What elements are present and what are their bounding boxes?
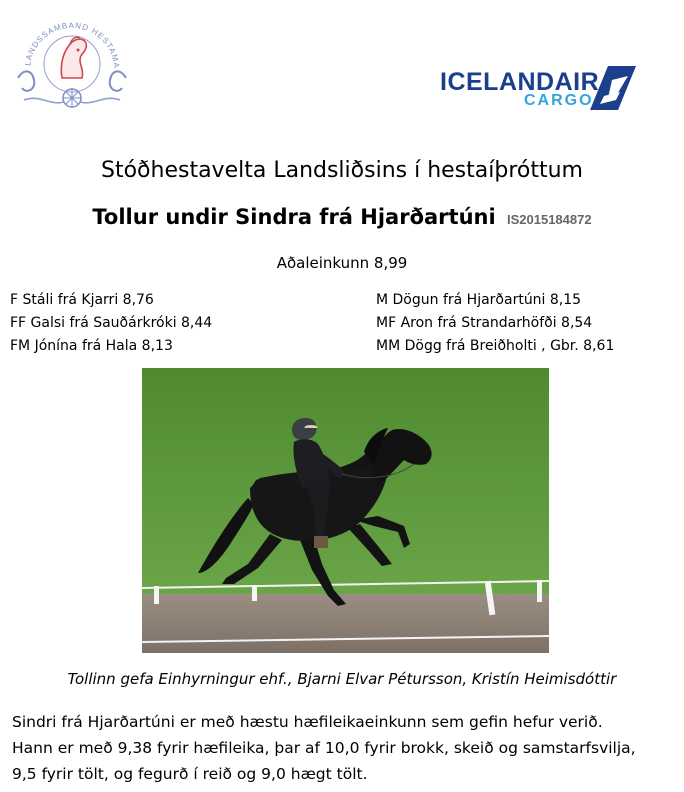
pedigree-item: M Dögun frá Hjarðartúni 8,15 bbox=[376, 292, 582, 308]
icelandair-cargo-logo bbox=[438, 66, 636, 110]
horse-name: Tollur undir Sindra frá Hjarðartúni bbox=[92, 205, 496, 229]
icelandair-wordmark: ICELANDAIR bbox=[440, 68, 600, 96]
description-line: Sindri frá Hjarðartúni er með hæstu hæfileikaeinkunn sem gefin hefur verið. bbox=[12, 713, 603, 731]
pedigree-item: FM Jónína frá Hala 8,13 bbox=[10, 338, 173, 354]
description-line: Hann er með 9,38 fyrir hæfileika, þar af 10,0 fyrir brokk, skeið og samstarfsvilja, bbox=[12, 739, 636, 757]
svg-text:LANDSSAMBAND HESTAMANNAFÉLAGA: LANDSSAMBAND HESTAMA bbox=[23, 20, 122, 70]
owners-caption: Tollinn gefa Einhyrningur ehf., Bjarni Elvar Pétursson, Kristín Heimisdóttir bbox=[67, 670, 617, 688]
dam-pedigree bbox=[376, 289, 614, 358]
description-line: 9,5 fyrir tölt, og fegurð í reið og 9,0 hægt tölt. bbox=[12, 765, 368, 783]
horse-heading bbox=[0, 205, 684, 229]
page-title: Stóðhestavelta Landsliðsins í hestaíþróttum bbox=[101, 158, 583, 183]
horse-rider-photo-icon bbox=[142, 368, 549, 653]
sire-pedigree bbox=[10, 289, 212, 358]
pedigree-item: MF Aron frá Strandarhöfði 8,54 bbox=[376, 315, 593, 331]
federation-emblem-icon bbox=[10, 8, 134, 120]
pedigree-item: F Stáli frá Kjarri 8,76 bbox=[10, 292, 154, 308]
registration-number: IS2015184872 bbox=[507, 212, 592, 227]
main-score: Aðaleinkunn 8,99 bbox=[276, 254, 408, 272]
pedigree-item: MM Dögg frá Breiðholti , Gbr. 8,61 bbox=[376, 338, 615, 354]
pedigree-item: FF Galsi frá Sauðárkróki 8,44 bbox=[10, 315, 213, 331]
cargo-wordmark: CARGO bbox=[524, 92, 594, 109]
description-paragraph bbox=[12, 709, 682, 787]
landssamband-logo bbox=[10, 8, 134, 120]
tailfin-icon bbox=[590, 66, 636, 110]
horse-photo bbox=[142, 368, 549, 653]
